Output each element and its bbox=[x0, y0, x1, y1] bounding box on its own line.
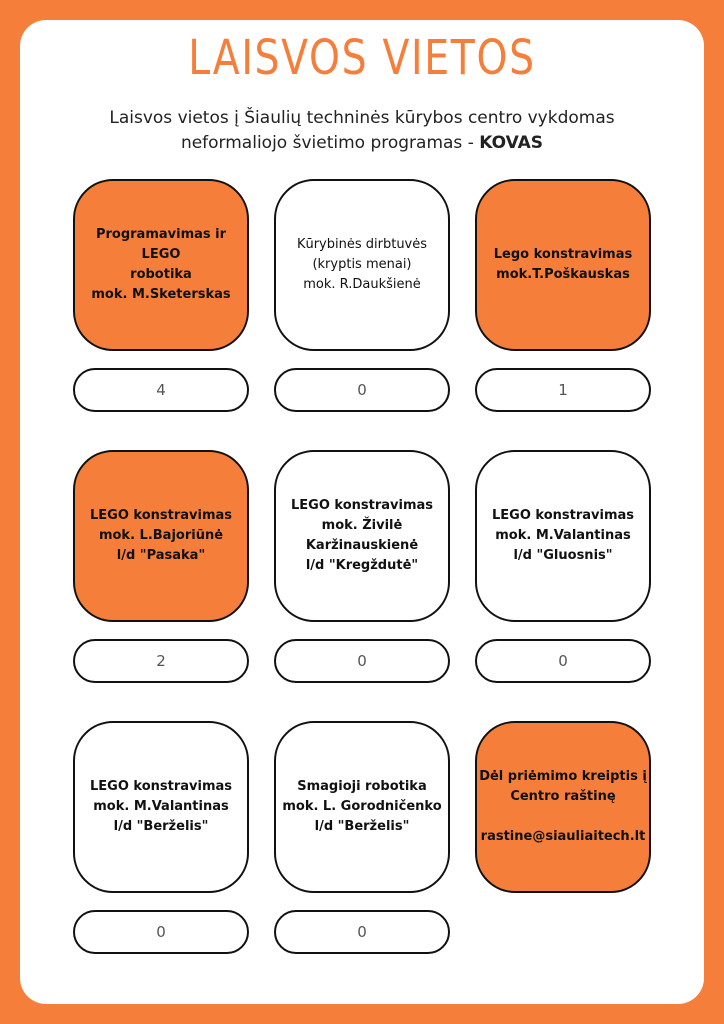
free-spots-count: 0 bbox=[274, 639, 450, 683]
free-spots-count: 4 bbox=[73, 368, 249, 412]
program-card-lego-pasaka: LEGO konstravimas mok. L.Bajoriūnė l/d "Pasaka" bbox=[73, 450, 249, 622]
free-spots-count: 1 bbox=[475, 368, 651, 412]
free-spots-count: 0 bbox=[274, 910, 450, 954]
program-card-kurybines-dirbtuves: Kūrybinės dirbtuvės (kryptis menai) mok. R.Daukšienė bbox=[274, 179, 450, 351]
program-card-lego-kregzdute: LEGO konstravimas mok. Živilė Karžinauskienė l/d "Kregždutė" bbox=[274, 450, 450, 622]
program-card-robotika-berzelis: Smagioji robotika mok. L. Gorodničenko l/d "Berželis" bbox=[274, 721, 450, 893]
contact-card: Dėl priėmimo kreiptis į Centro raštinę rastine@siauliaitech.lt bbox=[475, 721, 651, 893]
free-spots-count: 2 bbox=[73, 639, 249, 683]
program-card-lego-berzelis: LEGO konstravimas mok. M.Valantinas l/d "Berželis" bbox=[73, 721, 249, 893]
subtitle-line-1: Laisvos vietos į Šiaulių techninės kūrybos centro vykdomas bbox=[109, 108, 615, 128]
subtitle-month: KOVAS bbox=[479, 133, 544, 153]
subtitle-line-2-text: neformaliojo švietimo programas - bbox=[180, 133, 480, 153]
free-spots-count: 0 bbox=[274, 368, 450, 412]
program-card-lego-gluosnis: LEGO konstravimas mok. M.Valantinas l/d "Gluosnis" bbox=[475, 450, 651, 622]
free-spots-count: 0 bbox=[475, 639, 651, 683]
page-title: LAISVOS VIETOS bbox=[188, 30, 536, 86]
subtitle-line-2 bbox=[0, 131, 724, 156]
free-spots-count: 0 bbox=[73, 910, 249, 954]
page-subtitle bbox=[0, 106, 724, 156]
program-card-lego-poskauskas: Lego konstravimas mok.T.Poškauskas bbox=[475, 179, 651, 351]
program-card-programavimas-lego: Programavimas ir LEGO robotika mok. M.Sketerskas bbox=[73, 179, 249, 351]
